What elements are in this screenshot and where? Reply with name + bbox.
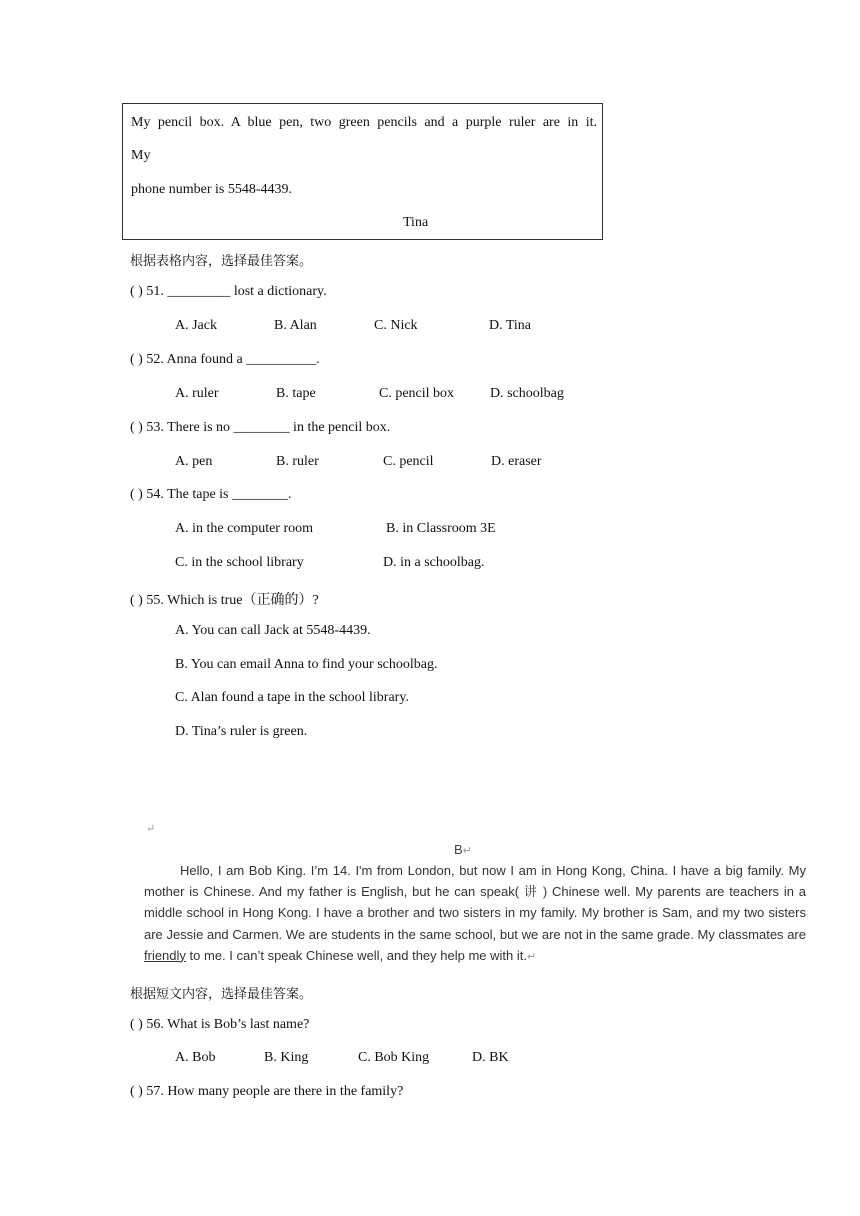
q51-option-a: A. Jack xyxy=(175,318,217,333)
q54-option-a: A. in the computer room xyxy=(175,521,314,536)
notice-line-2: phone number is 5548-4439. xyxy=(131,182,292,197)
passage-return-mark: ↵ xyxy=(526,950,537,963)
notice-line-1-tail: My xyxy=(131,148,151,163)
notice-line-1 xyxy=(131,115,597,131)
q52-option-b: B. tape xyxy=(276,386,316,401)
question-54-stem: ( ) 54. The tape is ________. xyxy=(130,487,292,502)
section-a-instruction: 根据表格内容，选择最佳答案。 xyxy=(130,254,313,269)
q52-option-d: D. schoolbag xyxy=(490,386,564,401)
question-55-stem: ( ) 55. Which is true（正确的）? xyxy=(130,593,319,608)
q53-option-b: B. ruler xyxy=(276,454,319,469)
q55-option-a: A. You can call Jack at 5548-4439. xyxy=(175,623,371,638)
q54-option-d: D. in a schoolbag. xyxy=(383,555,485,570)
notice-signature: Tina xyxy=(403,215,429,230)
q53-option-d: D. eraser xyxy=(491,454,542,469)
q56-option-b: B. King xyxy=(264,1050,309,1065)
question-51-stem: ( ) 51. _________ lost a dictionary. xyxy=(130,284,327,299)
q56-option-d: D. BK xyxy=(472,1050,509,1065)
notice-line-1-main: My pencil box. A blue pen, two green pencils and a purple ruler are in it. xyxy=(131,115,597,130)
passage-text: Hello, I am Bob King. I’m 14. I'm from London, but now I am in Hong Kong, China. I have a big family. My mother is Chinese. And my father is English, but he can speak( 讲 ) Chinese well. My parents are teachers in a middle school in Hong Kong. I have a brother and two sisters in my family. My brother is Sam, and my two sisters are Jessie and Carmen. We are students in the same school, but we are not in the same grade. My classmates are xyxy=(144,863,806,942)
heading-return-mark: ↵ xyxy=(462,845,472,857)
q54-option-c: C. in the school library xyxy=(175,555,304,570)
q51-option-c: C. Nick xyxy=(374,318,418,333)
paragraph-mark: ↵ xyxy=(146,823,156,835)
notice-box xyxy=(122,103,603,240)
section-b-heading xyxy=(454,842,472,857)
q52-option-a: A. ruler xyxy=(175,386,219,401)
question-53-stem: ( ) 53. There is no ________ in the pencil box. xyxy=(130,420,391,435)
question-57-stem: ( ) 57. How many people are there in the family? xyxy=(130,1084,404,1099)
q52-option-c: C. pencil box xyxy=(379,386,455,401)
q55-option-c: C. Alan found a tape in the school library. xyxy=(175,690,409,705)
reading-passage xyxy=(144,860,806,968)
q55-option-d: D. Tina’s ruler is green. xyxy=(175,724,308,739)
section-b-heading-text: B xyxy=(454,842,463,857)
question-52-stem: ( ) 52. Anna found a __________. xyxy=(130,352,320,367)
q56-option-c: C. Bob King xyxy=(358,1050,430,1065)
q54-option-b: B. in Classroom 3E xyxy=(386,521,496,536)
q55-option-b: B. You can email Anna to find your schoolbag. xyxy=(175,657,438,672)
q51-option-d: D. Tina xyxy=(489,318,532,333)
q53-option-a: A. pen xyxy=(175,454,213,469)
question-56-stem: ( ) 56. What is Bob’s last name? xyxy=(130,1017,310,1032)
q56-option-a: A. Bob xyxy=(175,1050,216,1065)
passage-text-end: to me. I can’t speak Chinese well, and they help me with it. xyxy=(185,947,527,963)
q51-option-b: B. Alan xyxy=(274,318,317,333)
q53-option-c: C. pencil xyxy=(383,454,434,469)
underlined-word: friendly xyxy=(144,947,186,963)
section-b-instruction: 根据短文内容，选择最佳答案。 xyxy=(130,987,313,1002)
